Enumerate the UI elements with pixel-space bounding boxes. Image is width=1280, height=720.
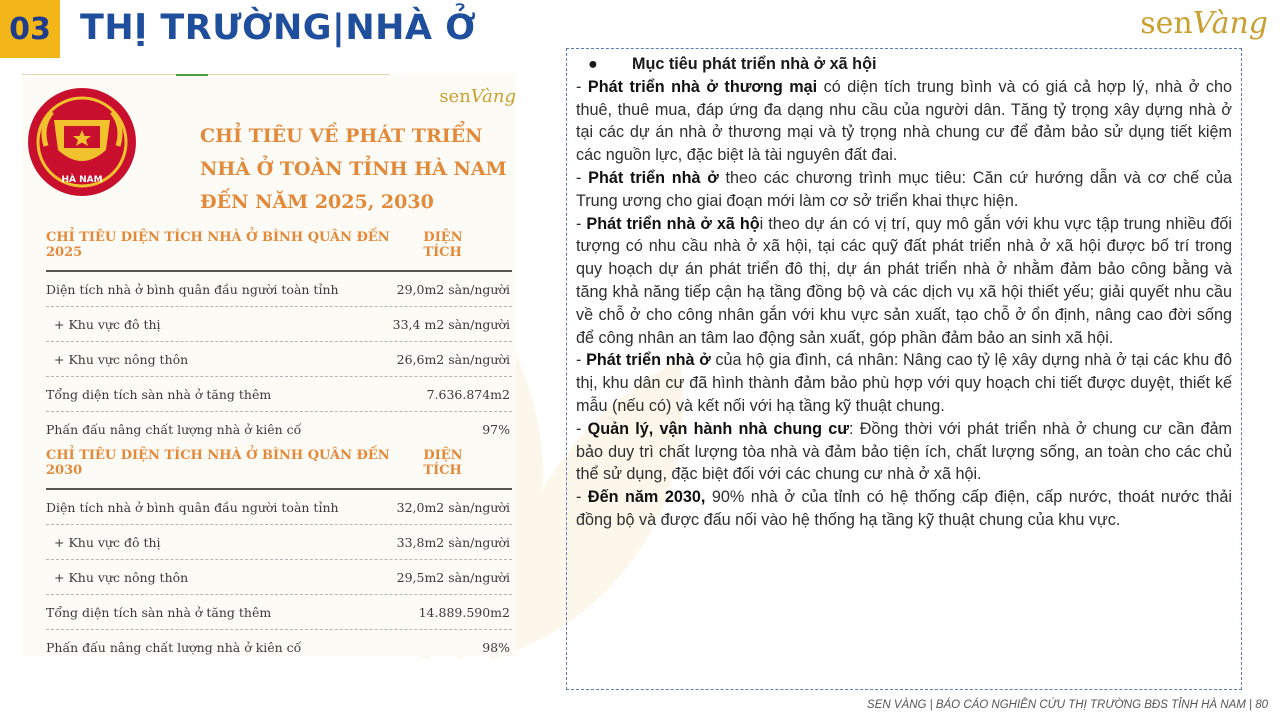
infographic-title-line: NHÀ Ở TOÀN TỈNH HÀ NAM xyxy=(200,158,507,180)
ha-nam-emblem-icon xyxy=(26,86,138,198)
paragraph xyxy=(576,213,1232,350)
row-value: 29,0m2 sàn/người xyxy=(396,281,510,297)
paragraph xyxy=(576,167,1232,213)
page-title: THỊ TRƯỜNG|NHÀ Ở xyxy=(80,8,477,48)
infographic-title-line: ĐẾN NĂM 2025, 2030 xyxy=(200,191,434,213)
table-2025-header-label: CHỈ TIÊU DIỆN TÍCH NHÀ Ở BÌNH QUÂN ĐẾN 2025 xyxy=(46,230,390,260)
paragraph-prefix: - xyxy=(576,351,587,370)
emblem-label: HÀ NAM xyxy=(61,175,103,185)
section-number-badge: 03 xyxy=(0,0,60,58)
table-row xyxy=(46,377,512,412)
paragraph-prefix: - xyxy=(576,168,589,187)
page-footer: SEN VÀNG | BÁO CÁO NGHIÊN CỨU THỊ TRƯỜNG BĐS TỈNH HÀ NAM | 80 xyxy=(867,699,1268,711)
table-2030-header xyxy=(46,448,512,490)
paragraph-bold: Quản lý, vận hành nhà chung cư xyxy=(587,419,849,438)
paragraph xyxy=(576,76,1232,167)
paragraph-bold: Phát triển nhà ở xyxy=(586,351,711,370)
row-label: + Khu vực đô thị xyxy=(54,316,161,332)
row-label: + Khu vực nông thôn xyxy=(54,351,189,367)
paragraph-text: 90% nhà ở của tỉnh có hệ thống cấp điện, cấp nước, thoát nước thải đồng bộ và được đấu nối vào hệ thống hạ tầng kỹ thuật chung của khu vực. xyxy=(576,488,1232,529)
paragraph xyxy=(576,349,1232,417)
table-row xyxy=(46,560,512,595)
table-row xyxy=(46,595,512,630)
paragraph-text: i theo dự án có vị trí, quy mô gắn với khu vực tập trung nhiều đối tượng có nhu cầu nhà ở xã hội, tại các quỹ đất phát triển nhà ở xã hội được bố trí trong quy hoạch dự án phát triển đô thị, dự án phát triển nhà ở nhằm đảm bảo công bằng và tăng khả năng tiếp cận hạ tầng đồng bộ và các dịch vụ xã hội thiết yếu; giải quyết nhu cầu về chỗ ở cho công nhân gắn với khu vực sản xuất, tạo chỗ ở ổn định, nâng cao đời sống để công nhân an tâm lao động sản xuất, góp phần đảm bảo an sinh xã hội. xyxy=(576,214,1233,347)
infographic-brand-prefix: sen xyxy=(439,86,471,107)
paragraph-prefix: - xyxy=(576,419,588,438)
row-value: 29,5m2 sàn/người xyxy=(396,569,510,585)
paragraph-text: của hộ gia đình, cá nhân: Nâng cao tỷ lệ xây dựng nhà ở tại các khu đô thị, khu dân cư đã hình thành đảm bảo phù hợp với quy hoạch chi tiết được duyệt, thiết kế mẫu (nếu có) và kết nối với hạ tầng kỹ thuật chung. xyxy=(576,351,1232,415)
paragraph-bold: Phát triển nhà ở xã hộ xyxy=(586,214,760,233)
paragraph xyxy=(576,418,1232,486)
paragraph-bold: Đến năm 2030, xyxy=(587,488,706,507)
row-label: Diện tích nhà ở bình quân đầu người toàn tỉnh xyxy=(46,281,339,297)
bullet-dot-icon: ● xyxy=(588,55,598,73)
table-row xyxy=(46,490,512,525)
table-row xyxy=(46,525,512,560)
paragraph-prefix: - xyxy=(576,488,588,507)
paragraph-text: có diện tích trung bình và có giá cả hợp lý, nhà ở cho thuê, thuê mua, đáp ứng đa dạng nhu cầu của người dân. Tăng tỷ trọng xây dựng nhà ở tại các dự án nhà ở thương mại và tỷ trọng nhà chung cư để đảm bảo sử dụng tiết kiệm các nguồn lực, đặc biệt là tài nguyên đất đai. xyxy=(576,77,1233,165)
row-label: Phấn đấu nâng chất lượng nhà ở kiên cố xyxy=(46,639,302,655)
table-row xyxy=(46,342,512,377)
table-row xyxy=(46,412,512,446)
row-label: + Khu vực đô thị xyxy=(54,534,161,550)
bullet-heading xyxy=(576,53,1232,76)
infographic-top-accent xyxy=(176,74,208,76)
table-2025-header xyxy=(46,230,512,272)
table-row xyxy=(46,272,512,307)
paragraph-bold: Phát triển nhà ở xyxy=(588,168,719,187)
row-value: 26,6m2 sàn/người xyxy=(396,351,510,367)
brand-logo-prefix: sen xyxy=(1140,6,1193,41)
brand-logo-suffix: Vàng xyxy=(1192,6,1268,41)
table-2025 xyxy=(46,230,512,446)
infographic-brand-suffix: Vàng xyxy=(470,86,516,107)
table-2030-header-value: DIỆN TÍCH xyxy=(423,448,463,478)
row-value: 98% xyxy=(482,639,510,655)
infographic-title-line: CHỈ TIÊU VỀ PHÁT TRIỂN xyxy=(200,125,483,147)
housing-targets-infographic xyxy=(22,74,516,656)
row-value: 32,0m2 sàn/người xyxy=(396,499,510,515)
table-2030-header-label: CHỈ TIÊU DIỆN TÍCH NHÀ Ở BÌNH QUÂN ĐẾN 2030 xyxy=(46,448,390,478)
table-row xyxy=(46,630,512,664)
row-label: Phấn đấu nâng chất lượng nhà ở kiên cố xyxy=(46,421,302,437)
paragraph-text: theo các chương trình mục tiêu: Căn cứ hướng dẫn và cơ chế của Trung ương cho giai đoạn mới làm cơ sở triển khai thực hiện. xyxy=(576,168,1233,210)
row-label: Diện tích nhà ở bình quân đầu người toàn tỉnh xyxy=(46,499,339,515)
row-value: 97% xyxy=(482,421,510,437)
paragraph-bold: Phát triển nhà ở thương mại xyxy=(587,77,818,96)
paragraph-prefix: - xyxy=(576,214,587,233)
row-value: 14.889.590m2 xyxy=(418,604,510,620)
table-2025-header-value: DIỆN TÍCH xyxy=(423,230,463,260)
housing-goals-textbox xyxy=(566,48,1242,690)
row-value: 7.636.874m2 xyxy=(426,386,510,402)
bullet-heading-text: Mục tiêu phát triển nhà ở xã hội xyxy=(632,55,877,73)
paragraph-prefix: - xyxy=(576,77,588,96)
row-label: Tổng diện tích sàn nhà ở tăng thêm xyxy=(46,604,272,620)
table-2030 xyxy=(46,448,512,664)
infographic-brand-logo xyxy=(439,86,516,107)
row-value: 33,8m2 sàn/người xyxy=(396,534,510,550)
row-value: 33,4 m2 sàn/người xyxy=(392,316,510,332)
row-label: Tổng diện tích sàn nhà ở tăng thêm xyxy=(46,386,272,402)
brand-logo xyxy=(1140,6,1268,41)
paragraph xyxy=(576,486,1232,532)
table-row xyxy=(46,307,512,342)
infographic-title xyxy=(200,120,516,219)
paragraph-text: : Đồng thời với phát triển nhà ở chung cư cần đảm bảo duy trì chất lượng tòa nhà và đảm bảo tiện ích, chất lượng sống, an toàn cho các chủ thể sử dụng, đặc biệt đối với các chung cư nhà ở xã hội. xyxy=(576,419,1232,484)
row-label: + Khu vực nông thôn xyxy=(54,569,189,585)
